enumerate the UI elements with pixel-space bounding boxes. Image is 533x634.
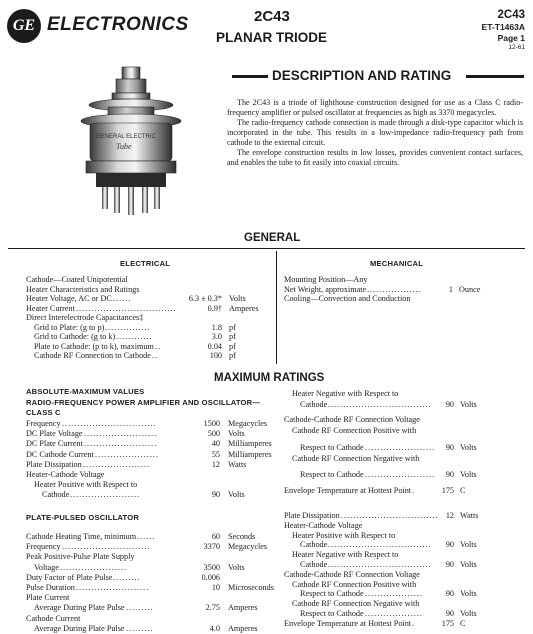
rating-row — [284, 443, 529, 453]
rf-amplifier-heading: RADIO-FREQUENCY POWER AMPLIFIER AND OSCILLATOR— — [26, 398, 261, 407]
rating-label: Cathode RF Connection Negative with — [292, 454, 420, 463]
rating-row — [26, 490, 271, 500]
rating-value: 3500 — [203, 562, 220, 572]
rating-label: Cathode RF Connection Positive with — [292, 579, 417, 589]
rating-row — [284, 294, 529, 304]
rating-row — [26, 419, 271, 429]
rating-row — [284, 511, 529, 521]
ge-logo — [7, 9, 41, 43]
rating-label: Envelope Temperature at Hottest Point — [284, 618, 412, 628]
rating-row — [26, 552, 271, 562]
rating-row — [284, 570, 529, 580]
rating-label: Cathode RF Connection to Cathode — [34, 351, 151, 360]
rating-label: Heater-Cathode Voltage — [284, 520, 363, 530]
rating-label: DC Plate Voltage — [26, 429, 83, 439]
rating-value: 100 — [209, 351, 222, 360]
rating-value: 2.75 — [205, 603, 220, 613]
rating-unit: Volts — [460, 470, 477, 479]
rating-row — [284, 531, 529, 541]
rating-label: Respect to Cathode — [300, 443, 364, 452]
rating-row — [284, 426, 529, 436]
rating-row — [26, 593, 271, 603]
rating-unit: pf — [229, 322, 236, 332]
rating-label: Duty Factor of Plate Pulse — [26, 572, 113, 582]
rating-unit: Amperes — [228, 623, 258, 633]
rating-label: Frequency — [26, 419, 61, 428]
rating-label: Grid to Cathode: (g to k) — [34, 332, 116, 341]
rating-row — [26, 470, 271, 480]
rating-value: 90 — [445, 609, 454, 618]
rating-row — [284, 609, 529, 619]
rating-row — [26, 332, 271, 342]
rating-label: Cathode—Coated Unipotential — [26, 275, 128, 284]
rating-unit: Volts — [460, 400, 477, 409]
rating-row — [284, 540, 529, 550]
rating-value: 60 — [211, 532, 220, 541]
rating-label: Cathode Heating Time, minimum — [26, 532, 137, 541]
rating-value: 3.0 — [211, 332, 222, 341]
rating-value: 90 — [445, 560, 454, 569]
rating-value: 6.3 ± 0.3* — [188, 294, 222, 303]
rating-row — [284, 275, 529, 285]
rating-label: Cathode RF Connection Negative with — [292, 599, 420, 609]
rating-value: 90 — [445, 589, 454, 599]
rating-label: Cathode-Cathode RF Connection Voltage — [284, 569, 420, 579]
rating-value: 40 — [211, 439, 220, 449]
rating-unit: Volts — [460, 560, 477, 569]
photo-print-line1: GENERAL ELECTRIC — [96, 134, 156, 140]
rating-value: 10 — [211, 583, 220, 592]
rating-value: 12 — [445, 511, 454, 520]
rating-row — [26, 351, 271, 361]
rating-row — [284, 619, 529, 629]
rating-label: Net Weight, approximate — [284, 284, 367, 294]
leader-dots: ....................... — [365, 470, 436, 479]
rating-label: Plate Current — [26, 593, 70, 603]
rating-value: 1.8 — [211, 322, 222, 332]
rating-label: Heater-Cathode Voltage — [26, 470, 105, 479]
rating-value: 55 — [211, 449, 220, 459]
rating-value: 90 — [211, 490, 220, 500]
title-rule-left — [232, 75, 268, 78]
rating-row — [284, 470, 529, 480]
rating-value: 1500 — [203, 419, 220, 428]
leader-dots: .. — [152, 351, 159, 360]
rating-label: Heater Negative with Respect to — [292, 550, 399, 560]
rating-label: Cathode — [300, 400, 328, 409]
rating-row — [26, 313, 271, 323]
rating-row — [284, 389, 529, 399]
rating-unit: Volts — [460, 443, 477, 452]
leader-dots: .................................. — [328, 540, 432, 550]
rating-row — [284, 580, 529, 590]
rating-value: 0.006 — [201, 572, 220, 582]
rating-label: Plate to Cathode: (p to k), maximum — [34, 341, 154, 351]
rating-row — [284, 285, 529, 295]
rating-row — [26, 614, 271, 624]
rating-unit: Volts — [460, 609, 477, 618]
rating-label: Cathode — [300, 560, 328, 569]
leader-dots: .. — [155, 341, 162, 351]
leader-dots: ................................. — [76, 303, 177, 313]
rating-label: Frequency — [26, 542, 61, 552]
rating-row — [26, 563, 271, 573]
leader-dots: ...................... — [83, 459, 151, 469]
rating-unit: Amperes — [228, 603, 258, 613]
rating-label: Cathode — [300, 540, 328, 550]
rating-row — [26, 294, 271, 304]
rating-label: Heater Positive with Respect to — [34, 480, 138, 490]
leader-dots: ............ — [116, 332, 153, 341]
rating-unit: C — [460, 618, 466, 628]
rating-row — [284, 486, 529, 496]
rating-row — [26, 285, 271, 295]
rating-label: Heater Negative with Respect to — [292, 389, 399, 398]
rating-unit: Megacycles — [228, 542, 268, 552]
rating-row — [26, 439, 271, 449]
general-rule — [8, 248, 525, 249]
rating-row — [26, 480, 271, 490]
rating-unit: Microseconds — [228, 583, 274, 592]
rating-label: DC Plate Current — [26, 439, 83, 449]
tube-id: 2C43 — [254, 8, 290, 25]
leader-dots: ............... — [105, 322, 151, 332]
rating-row — [26, 542, 271, 552]
leader-dots: ................... — [365, 609, 423, 618]
rating-value: 3370 — [203, 542, 220, 552]
rating-unit: Volts — [228, 562, 245, 572]
rating-label: Cathode Current — [26, 613, 81, 623]
rating-label: Voltage — [34, 562, 59, 572]
rating-unit: C — [460, 486, 466, 495]
rating-row — [26, 624, 271, 634]
rating-value: 12 — [211, 459, 220, 469]
rating-unit: Ounce — [459, 284, 481, 294]
leader-dots: ...... — [137, 532, 156, 541]
issue-date: 12-61 — [508, 44, 525, 51]
rating-label: Average During Plate Pulse — [34, 623, 125, 633]
leader-dots: ........................ — [84, 439, 158, 449]
description-paragraph: The envelope construction results in low losses, provides convenient contact surfaces, and enables the tube to fit easily into coaxial circuits. — [227, 148, 523, 167]
rating-value: 0.04 — [207, 341, 222, 351]
leader-dots: ....................... — [70, 490, 141, 500]
rating-value: 175 — [441, 618, 454, 628]
rating-value: 0.9† — [207, 303, 222, 313]
rating-value: 4.0 — [209, 623, 220, 633]
rating-unit: Milliamperes — [228, 449, 272, 459]
description-title: DESCRIPTION AND RATING — [272, 68, 452, 83]
rating-value: 500 — [207, 429, 220, 439]
rating-unit: Amperes — [229, 303, 259, 313]
rating-label: Peak Positive-Pulse Plate Supply — [26, 552, 135, 562]
rating-value: 90 — [445, 470, 454, 479]
description-paragraph: The radio-frequency cathode connection is made through a disk-type capacitor which is incorporated in the tube. This results in a low-impedance radio-frequency path from cathode to the external circuit. — [227, 118, 523, 147]
rating-label: Envelope Temperature at Hottest Point — [284, 486, 412, 495]
rating-row — [26, 323, 271, 333]
rating-row — [26, 275, 271, 285]
leader-dots: ......... — [113, 572, 141, 582]
rating-value: 90 — [445, 443, 454, 452]
rating-row — [284, 415, 529, 425]
rating-unit: Watts — [228, 459, 247, 469]
leader-dots: ................... — [365, 589, 423, 599]
rating-row — [26, 573, 271, 583]
leader-dots: ................................ — [341, 511, 439, 520]
rating-value: 90 — [445, 540, 454, 550]
leader-dots: ......... — [126, 603, 154, 613]
column-divider — [276, 251, 277, 364]
rating-row — [26, 603, 271, 613]
rating-row — [284, 560, 529, 570]
rating-value: 175 — [441, 486, 454, 495]
description-body — [227, 98, 523, 168]
rating-label: Respect to Cathode — [300, 589, 364, 599]
tube-type: PLANAR TRIODE — [216, 30, 327, 45]
photo-print-line2: Tube — [116, 142, 132, 151]
rating-label: Respect to Cathode — [300, 470, 364, 479]
leader-dots: ............................. — [62, 542, 151, 552]
leader-dots: .................................. — [328, 560, 432, 569]
rating-unit: Milliamperes — [228, 439, 272, 449]
rating-unit: Volts — [228, 429, 245, 439]
leader-dots: ..................... — [95, 449, 159, 459]
tube-photo — [56, 63, 216, 225]
general-title: GENERAL — [244, 232, 301, 244]
leader-dots: .................................. — [328, 400, 432, 409]
rating-label: Heater Current — [26, 303, 75, 313]
description-paragraph: The 2C43 is a triode of lighthouse construction designed for use as a Class C radio-frequency amplifier or pulsed oscillator at frequencies as high as 3370 megacycles. — [227, 98, 523, 117]
mechanical-heading: MECHANICAL — [370, 259, 424, 268]
rating-value: 1 — [448, 284, 453, 294]
rating-label: Cooling—Convection and Conduction — [284, 294, 411, 303]
leader-dots: .................. — [367, 284, 422, 294]
rating-row — [26, 583, 274, 593]
rating-label: Cathode-Cathode RF Connection Voltage — [284, 415, 420, 424]
rating-label: Heater Voltage, AC or DC — [26, 294, 112, 303]
rating-label: Mounting Position—Any — [284, 275, 368, 284]
leader-dots: ............................... — [62, 419, 157, 428]
rf-amplifier-heading-class: CLASS C — [26, 408, 61, 417]
rating-unit: Seconds — [228, 532, 256, 541]
rating-label: Heater Characteristics and Ratings — [26, 284, 140, 294]
page-number: Page 1 — [497, 33, 525, 43]
rating-unit: Volts — [228, 490, 245, 500]
rating-unit: pf — [229, 341, 236, 351]
right-tube-id: 2C43 — [497, 9, 525, 21]
rating-unit: Volts — [229, 294, 246, 303]
leader-dots: ......... — [126, 623, 154, 633]
leader-dots: ........................ — [76, 583, 150, 592]
electrical-heading: ELECTRICAL — [120, 259, 171, 268]
leader-dots: . — [412, 618, 416, 628]
leader-dots: ....................... — [365, 443, 436, 452]
rating-row — [284, 550, 529, 560]
rating-label: Heater Positive with Respect to — [292, 530, 396, 540]
rating-label: Plate Dissipation — [284, 511, 340, 520]
rating-row — [26, 342, 271, 352]
rating-row — [26, 532, 271, 542]
maximum-ratings-title: MAXIMUM RATINGS — [214, 372, 325, 384]
rating-label: Respect to Cathode — [300, 609, 364, 618]
rating-row — [284, 589, 529, 599]
rating-row — [26, 450, 271, 460]
rating-unit: pf — [229, 332, 236, 341]
title-rule-right — [466, 75, 524, 78]
leader-dots: . — [412, 486, 416, 495]
rating-label: Cathode — [42, 490, 70, 500]
pulsed-oscillator-heading: PLATE-PULSED OSCILLATOR — [26, 513, 140, 522]
rating-label: Plate Dissipation — [26, 459, 82, 469]
rating-row — [26, 304, 271, 314]
rating-unit: Volts — [460, 540, 477, 550]
rating-label: Cathode RF Connection Positive with — [292, 426, 417, 435]
rating-label: Pulse Duration — [26, 583, 75, 592]
rating-unit: pf — [229, 351, 236, 360]
rating-row — [284, 599, 529, 609]
doc-number: ET-T1463A — [481, 22, 525, 32]
rating-label: Direct Interelectrode Capacitances‡ — [26, 313, 144, 322]
rating-row — [284, 521, 529, 531]
ge-logo-text: GE — [12, 17, 36, 34]
rating-row — [284, 400, 529, 410]
rating-label: Average During Plate Pulse — [34, 603, 125, 613]
rating-label: DC Cathode Current — [26, 449, 94, 459]
leader-dots: ........................ — [84, 429, 158, 439]
rating-value: 90 — [445, 400, 454, 409]
leader-dots: ...................... — [60, 562, 128, 572]
rating-row — [26, 429, 271, 439]
rating-row — [284, 454, 529, 464]
rating-label: Grid to Plate: (g to p) — [34, 322, 105, 332]
rating-row — [26, 460, 271, 470]
rating-unit: Volts — [460, 589, 477, 599]
rating-unit: Megacycles — [228, 419, 268, 428]
absolute-maximum-heading: ABSOLUTE-MAXIMUM VALUES — [26, 387, 145, 396]
leader-dots: ...... — [113, 294, 132, 303]
brand-name: ELECTRONICS — [47, 14, 189, 35]
rating-unit: Watts — [460, 511, 479, 520]
